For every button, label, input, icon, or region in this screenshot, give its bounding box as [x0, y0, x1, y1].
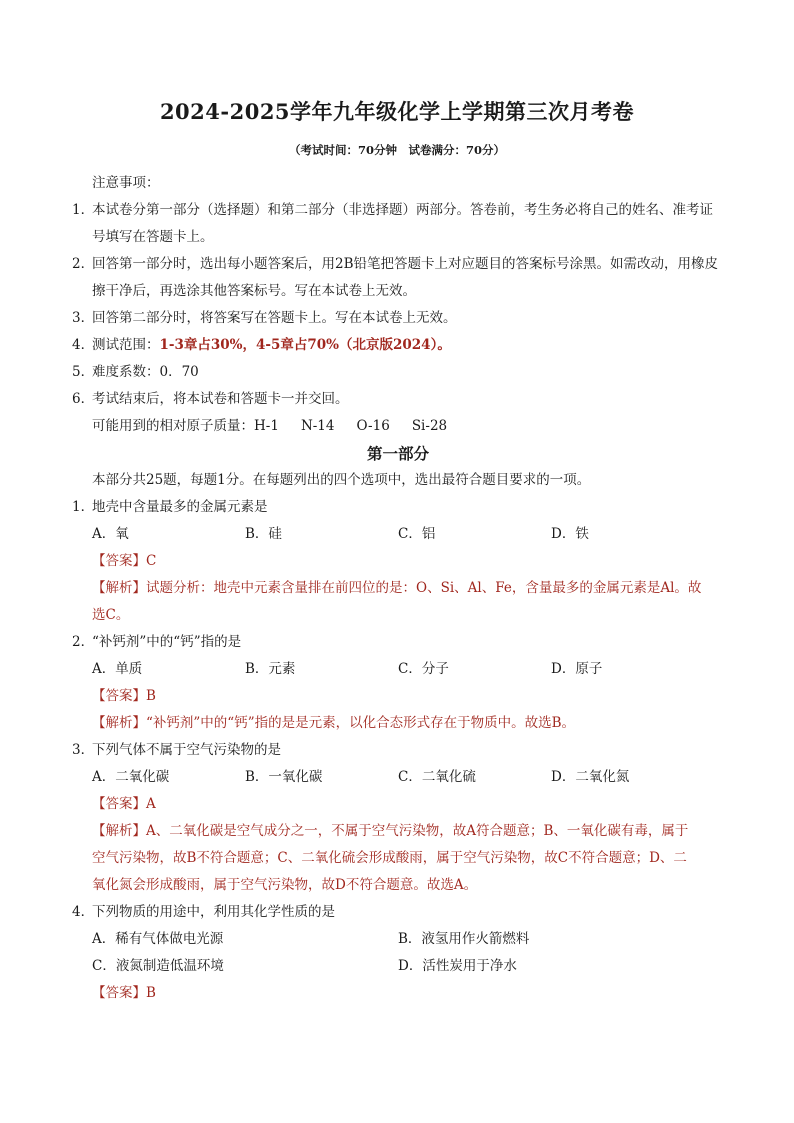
answer: 【答案】A	[92, 796, 156, 812]
answer: 【答案】B	[92, 688, 156, 704]
option: C．液氮制造低温环境	[92, 958, 224, 974]
option: D．二氧化氮	[551, 769, 630, 785]
question-stem: 2． “补钙剂”中的“钙”指的是	[72, 634, 242, 650]
note-item: 4． 测试范围：1-3章占30%，4-5章占70%（北京版2024）。	[72, 337, 451, 353]
section-intro: 本部分共25题，每题1分。在每题列出的四个选项中，选出最符合题目要求的一项。	[92, 472, 591, 488]
question-stem: 1． 地壳中含量最多的金属元素是	[72, 499, 268, 515]
question-stem: 3． 下列气体不属于空气污染物的是	[72, 742, 281, 758]
page-subtitle: （考试时间：70分钟 试卷满分：70分）	[288, 143, 505, 157]
answer: 【答案】B	[92, 985, 156, 1001]
analysis-line: 氧化氮会形成酸雨，属于空气污染物，故D不符合题意。故选A。	[92, 877, 478, 893]
note-item: 2． 回答第一部分时，选出每小题答案后，用2B铅笔把答题卡上对应题目的答案标号涂黑。如需改动，用橡皮擦干净后，再选涂其他答案标号。写在本试卷上无效。	[72, 256, 719, 299]
question-options	[72, 521, 724, 548]
option: C．分子	[398, 661, 449, 677]
test-scope-highlight: 1-3章占30%，4-5章占70%（北京版2024）。	[159, 337, 451, 353]
option: B．液氢用作火箭燃料	[398, 931, 530, 947]
option: D．活性炭用于净水	[398, 958, 517, 974]
option: A．单质	[92, 661, 143, 677]
option: A．二氧化碳	[92, 769, 170, 785]
option: D．铁	[551, 526, 589, 542]
option: A．氧	[92, 526, 129, 542]
note-item: 6． 考试结束后，将本试卷和答题卡一并交回。	[72, 391, 349, 407]
note-item: 1． 本试卷分第一部分（选择题）和第二部分（非选择题）两部分。答卷前，考生务必将自己的姓名、准考证号填写在答题卡上。	[72, 202, 713, 245]
question-options	[72, 953, 724, 980]
option: C．二氧化硫	[398, 769, 476, 785]
exam-content	[72, 170, 724, 1007]
analysis-line: 【解析】“补钙剂”中的“钙”指的是是元素，以化合态形式存在于物质中。故选B。	[92, 715, 576, 731]
option: D．原子	[551, 661, 603, 677]
analysis-line: 选C。	[92, 607, 130, 623]
note-item: 5． 难度系数：0．70	[72, 364, 199, 380]
option: B．硅	[245, 526, 282, 542]
note-item: 3． 回答第二部分时，将答案写在答题卡上。写在本试卷上无效。	[72, 310, 457, 326]
section-title: 第一部分	[366, 444, 429, 463]
option: C．铝	[398, 526, 436, 542]
question-options	[72, 656, 724, 683]
question-options	[72, 764, 724, 791]
notes-heading: 注意事项：	[92, 175, 160, 191]
option: B．元素	[245, 661, 296, 677]
question-options	[72, 926, 724, 953]
analysis-line: 空气污染物，故B不符合题意；C、二氧化硫会形成酸雨，属于空气污染物，故C不符合题意；D、二	[92, 850, 687, 866]
answer: 【答案】C	[92, 553, 157, 569]
question-stem: 4． 下列物质的用途中，利用其化学性质的是	[72, 904, 335, 920]
option: A．稀有气体做电光源	[92, 931, 224, 947]
analysis-line: 【解析】试题分析：地壳中元素含量排在前四位的是：O、Si、Al、Fe，含量最多的金属元素是Al。故	[92, 580, 702, 596]
page-title: 2024-2025学年九年级化学上学期第三次月考卷	[159, 99, 635, 124]
atomic-masses: 可能用到的相对原子质量：H-1 N-14 O-16 Si-28	[92, 418, 448, 434]
option: B．一氧化碳	[245, 769, 323, 785]
analysis-line: 【解析】A、二氧化碳是空气成分之一，不属于空气污染物，故A符合题意；B、一氧化碳有毒，属于	[92, 823, 689, 839]
